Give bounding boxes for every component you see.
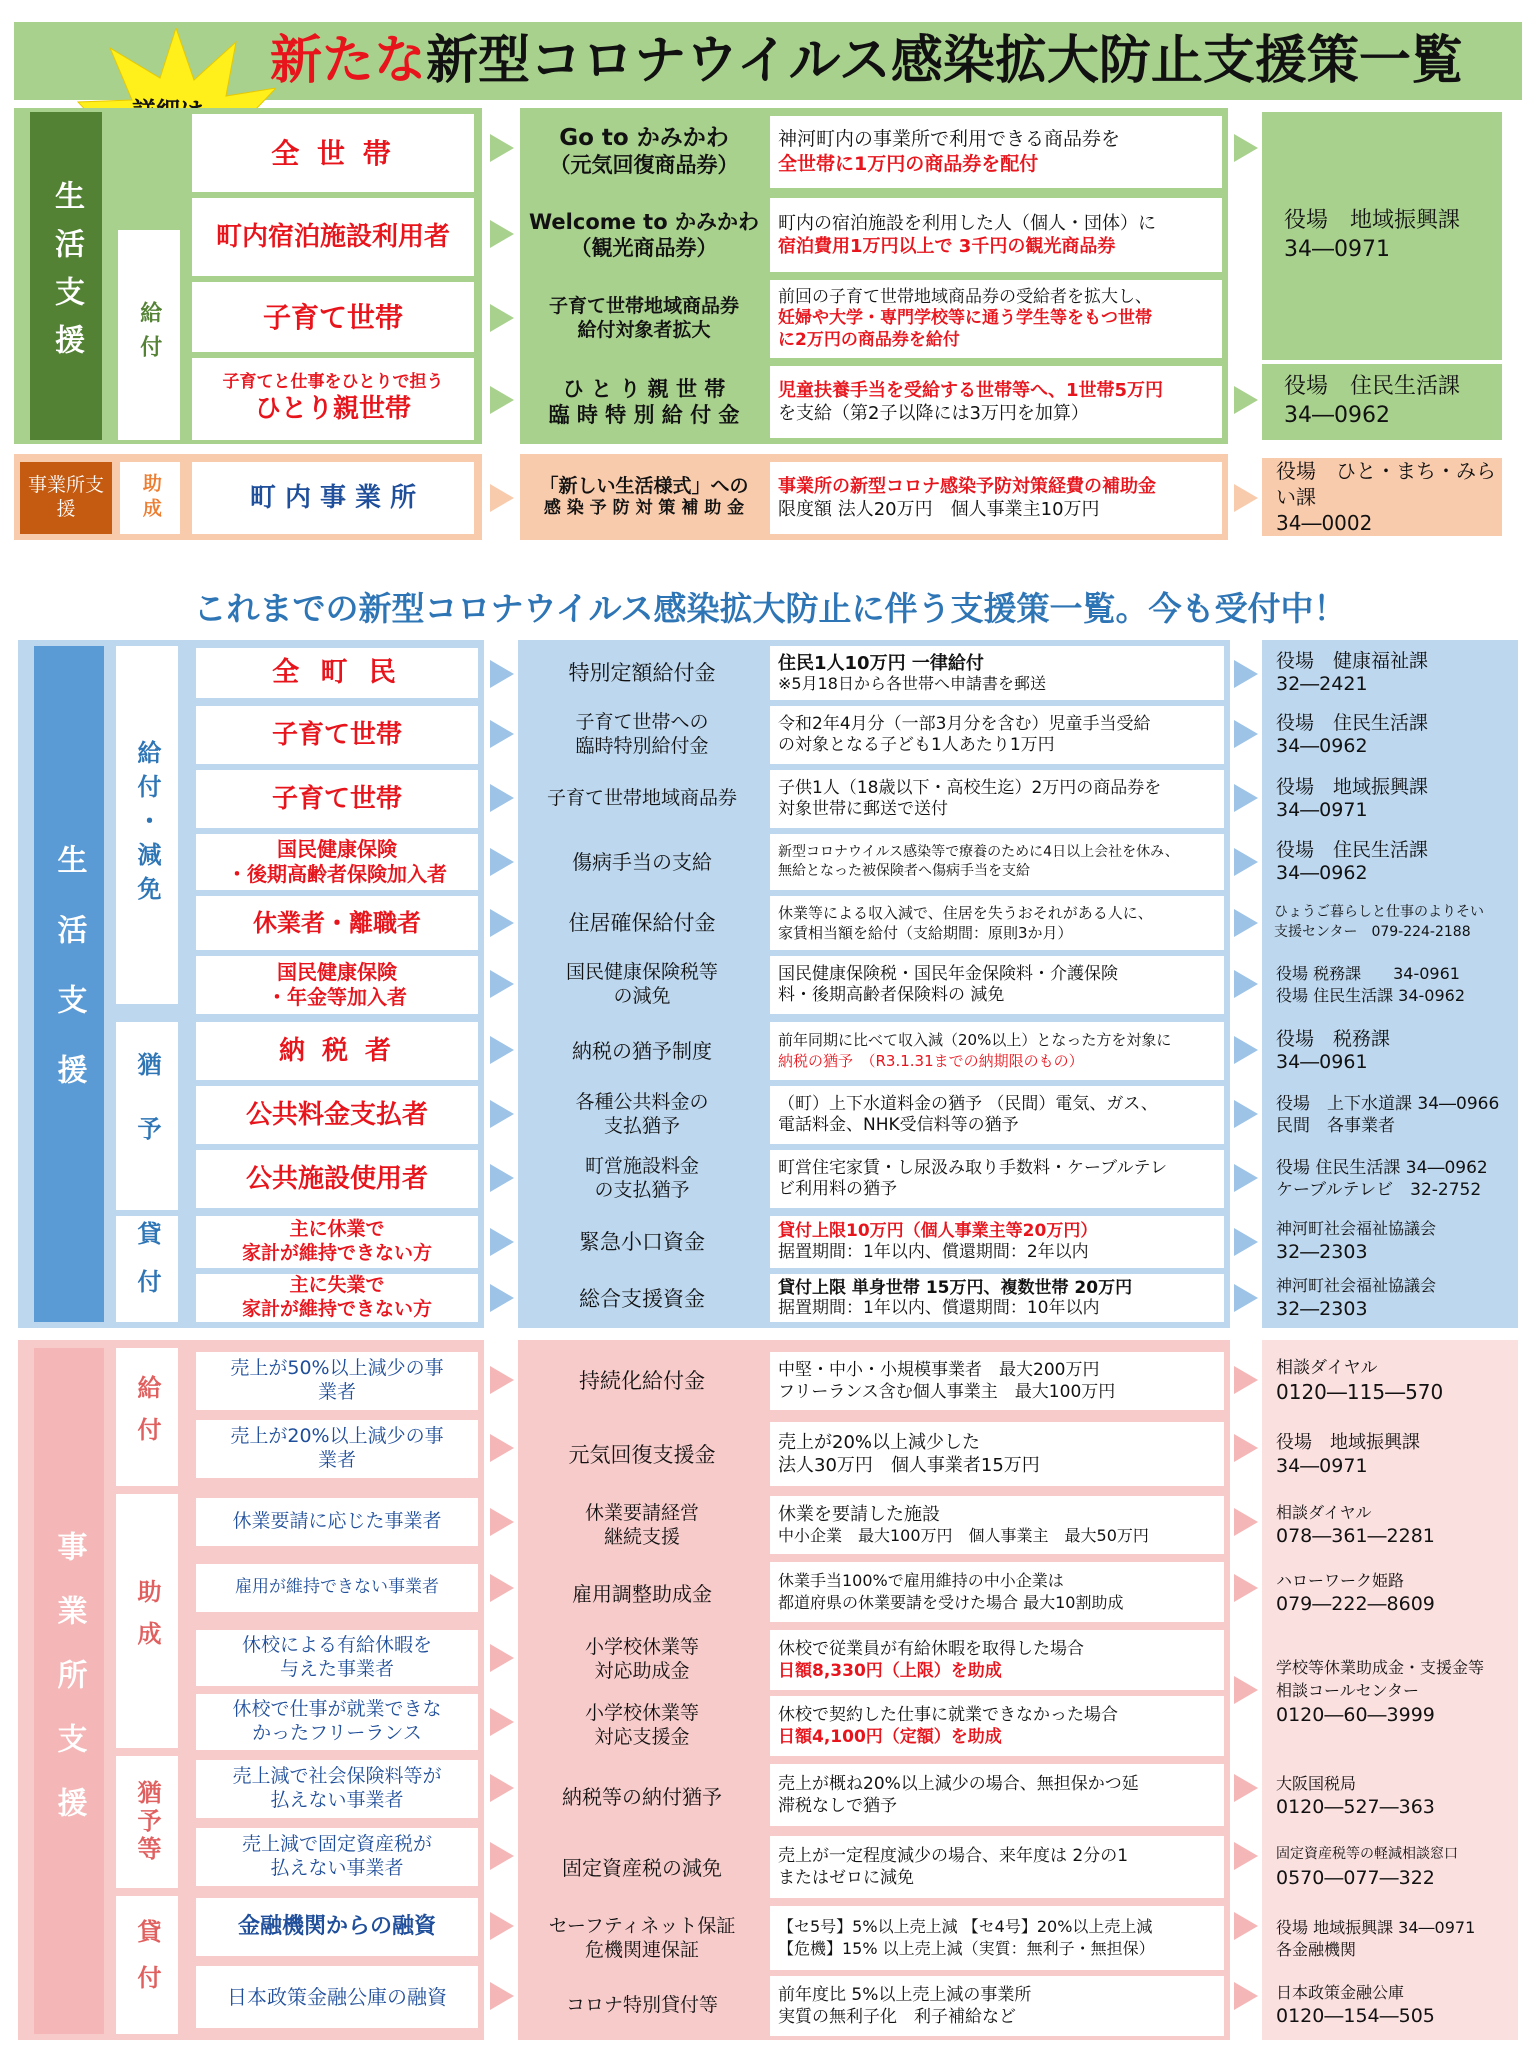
arrow-top-contact-1 — [1234, 134, 1258, 162]
arrow-life-contact-8 — [1234, 1100, 1258, 1128]
arrow-life-4 — [490, 848, 514, 876]
arrow-life-contact-2 — [1234, 720, 1258, 748]
arrow-life-7 — [490, 1036, 514, 1064]
biz-desc-4: 休業手当100%で雇用維持の中小企業は 都道府県の休業要請を受けた場合 最大10割助成 — [770, 1562, 1224, 1622]
life-measure-11: 総合支援資金 — [522, 1274, 762, 1324]
biz-contact-9: 役場 地域振興課 34―0971 各金融機関 — [1276, 1918, 1476, 1959]
top-target-4: 子育てと仕事をひとりで担う ひとり親世帯 — [192, 358, 474, 440]
life-measure-2: 子育て世帯への 臨時特別給付金 — [522, 706, 762, 764]
top-target-1: 全 世 帯 — [192, 114, 474, 192]
life-measure-9: 町営施設料金 の支払猶予 — [522, 1150, 762, 1208]
arrow-biz-contact-2 — [1234, 1434, 1258, 1462]
biz-cat-4: 貸付 — [116, 1896, 178, 2034]
life-desc-4: 新型コロナウイルス感染等で療養のために4日以上会社を休み、 無給となった被保険者へ傷病手当を支給 — [770, 834, 1224, 890]
life-measure-6: 国民健康保険税等 の減免 — [522, 956, 762, 1014]
biz-measure-9: セーフティネット保証 危機関連保証 — [522, 1906, 762, 1972]
arrow-life-contact-4 — [1234, 848, 1258, 876]
life-target-5: 休業者・離職者 — [196, 896, 478, 950]
life-measure-7: 納税の猶予制度 — [522, 1022, 762, 1080]
biz-desc-2: 売上が20%以上減少した 法人30万円 個人事業者15万円 — [770, 1422, 1224, 1486]
biz-measure-3: 休業要請経営 継続支援 — [522, 1496, 762, 1556]
life-measure-8: 各種公共料金の 支払猶予 — [522, 1086, 762, 1144]
life-target-7: 納 税 者 — [196, 1022, 478, 1080]
top-contact-3: 役場 ひと・まち・みらい課 34―0002 — [1262, 458, 1502, 536]
arrow-life-6 — [490, 970, 514, 998]
biz-measure-7: 納税等の納付猶予 — [522, 1764, 762, 1830]
life-desc-8: （町）上下水道料金の猶予 （民間）電気、ガス、 電話料金、NHK受信料等の猶予 — [770, 1086, 1224, 1144]
life-cat-3: 貸付 — [116, 1216, 178, 1322]
life-desc-10: 貸付上限10万円（個人事業主等20万円） 据置期間：1年以内、償還期間：2年以内 — [770, 1216, 1224, 1268]
arrow-life-1 — [490, 660, 514, 688]
top-measure-3: 子育て世帯地域商品券 給付対象者拡大 — [524, 280, 764, 358]
biz-measure-6: 小学校休業等 対応支援金 — [522, 1696, 762, 1756]
arrow-biz-6 — [490, 1708, 514, 1736]
life-desc-9: 町営住宅家賃・し尿汲み取り手数料・ケーブルテレ ビ利用料の猶予 — [770, 1150, 1224, 1208]
biz-measure-5: 小学校休業等 対応助成金 — [522, 1630, 762, 1690]
arrow-biz-contact-5 — [1234, 1676, 1258, 1704]
top-desc-3: 前回の子育て世帯地域商品券の受給者を拡大し、 妊婦や大学・専門学校等に通う学生等をもつ世帯 に2万円の商品券を給付 — [770, 280, 1222, 358]
top-life-label: 生活支援 — [49, 180, 84, 372]
biz-target-5: 休校による有給休暇を 与えた事業者 — [196, 1630, 478, 1686]
biz-contact-10: 日本政策金融公庫 0120―154―505 — [1276, 1983, 1435, 2027]
biz-measure-2: 元気回復支援金 — [522, 1420, 762, 1490]
arrow-biz-contact-9 — [1234, 1912, 1258, 1940]
section2-heading: これまでの新型コロナウイルス感染拡大防止に伴う支援策一覧。今も受付中！ — [193, 589, 1347, 628]
arrow-top-2 — [490, 220, 514, 248]
arrow-life-11 — [490, 1284, 514, 1312]
arrow-life-contact-6 — [1234, 970, 1258, 998]
arrow-life-contact-5 — [1234, 909, 1258, 937]
biz-target-10: 日本政策金融公庫の融資 — [196, 1966, 478, 2028]
arrow-top-contact-2 — [1234, 386, 1258, 414]
top-target-3: 子育て世帯 — [192, 282, 474, 352]
life-target-10: 主に休業で 家計が維持できない方 — [196, 1216, 478, 1268]
life-contact-11: 神河町社会福祉協議会 32―2303 — [1276, 1276, 1437, 1321]
life-contact-4: 役場 住民生活課 34―0962 — [1276, 839, 1429, 884]
biz-measure-1: 持続化給付金 — [522, 1352, 762, 1410]
biz-desc-6: 休校で契約した仕事に就業できなかった場合 日額4,100円（定額）を助成 — [770, 1696, 1224, 1756]
biz-target-1: 売上が50%以上減少の事 業者 — [196, 1352, 478, 1410]
life-measure-10: 緊急小口資金 — [522, 1214, 762, 1270]
arrow-life-9 — [490, 1164, 514, 1192]
biz-target-7: 売上減で社会保険料等が 払えない事業者 — [196, 1760, 478, 1818]
biz-desc-8: 売上が一定程度減少の場合、来年度は 2分の1 またはゼロに減免 — [770, 1836, 1224, 1898]
biz-desc-9: 【セ5号】5%以上売上減 【セ4号】20%以上売上減 【危機】15% 以上売上減（実質：無利子・無担保） — [770, 1906, 1224, 1970]
arrow-life-10 — [490, 1228, 514, 1256]
arrow-biz-contact-3 — [1234, 1508, 1258, 1536]
life-desc-7: 前年同期に比べて収入減（20%以上）となった方を対象に 納税の猶予 （R3.1.31までの納期限のもの） — [770, 1022, 1224, 1080]
arrow-biz-4 — [490, 1574, 514, 1602]
top-contact-2: 役場 住民生活課 34―0962 — [1262, 364, 1502, 440]
life-contact-10: 神河町社会福祉協議会 32―2303 — [1276, 1219, 1437, 1264]
top-measure-1: Go to かみかわ （元気回復商品券） — [524, 112, 764, 190]
life-contact-7: 役場 税務課 34―0961 — [1276, 1028, 1391, 1073]
life-contact-3: 役場 地域振興課 34―0971 — [1276, 776, 1429, 821]
top-josei-label: 助成 — [120, 462, 180, 534]
top-desc-5: 事業所の新型コロナ感染予防対策経費の補助金 限度額 法人20万円 個人事業主10万円 — [770, 462, 1222, 534]
life-contact-1: 役場 健康福祉課 32―2421 — [1276, 650, 1429, 695]
arrow-biz-5 — [490, 1644, 514, 1672]
life-cat-1: 給付・減免 — [116, 646, 178, 1004]
life-contact-9: 役場 住民生活課 34―0962 ケーブルテレビ 32-2752 — [1276, 1157, 1488, 1200]
top-target-5: 町 内 事 業 所 — [192, 462, 474, 534]
arrow-biz-7 — [490, 1774, 514, 1802]
arrow-life-2 — [490, 720, 514, 748]
life-target-11: 主に失業で 家計が維持できない方 — [196, 1274, 478, 1322]
arrow-top-5 — [490, 484, 514, 512]
life-measure-4: 傷病手当の支給 — [522, 834, 762, 890]
page-title — [270, 28, 1520, 94]
top-biz-label: 事業所支援 — [20, 462, 112, 534]
top-contact-1: 役場 地域振興課 34―0971 — [1262, 112, 1502, 360]
top-measure-2: Welcome to かみかわ （観光商品券） — [524, 194, 764, 276]
biz-target-3: 休業要請に応じた事業者 — [196, 1498, 478, 1546]
biz-measure-8: 固定資産税の減免 — [522, 1836, 762, 1900]
arrow-biz-1 — [490, 1366, 514, 1394]
biz-contact-7: 大阪国税局 0120―527―363 — [1276, 1774, 1435, 1818]
life-desc-11: 貸付上限 単身世帯 15万円、複数世帯 20万円 据置期間：1年以内、償還期間：10年以内 — [770, 1274, 1224, 1322]
biz-label: 事業所支援 — [51, 1531, 87, 1851]
biz-target-6: 休校で仕事が就業できな かったフリーランス — [196, 1694, 478, 1750]
arrow-biz-contact-7 — [1234, 1774, 1258, 1802]
top-desc-1: 神河町内の事業所で利用できる商品券を 全世帯に1万円の商品券を配付 — [770, 116, 1222, 188]
arrow-life-contact-7 — [1234, 1036, 1258, 1064]
biz-contact-2: 役場 地域振興課 34―0971 — [1276, 1431, 1420, 1478]
life-measure-5: 住居確保給付金 — [522, 896, 762, 950]
life-label: 生活支援 — [51, 844, 87, 1124]
arrow-biz-contact-4 — [1234, 1574, 1258, 1602]
top-measure-5: 「新しい生活様式」への 感 染 予 防 対 策 補 助 金 — [524, 458, 764, 536]
biz-measure-10: コロナ特別貸付等 — [522, 1976, 762, 2036]
arrow-life-contact-9 — [1234, 1164, 1258, 1192]
arrow-biz-10 — [490, 1982, 514, 2010]
life-target-3: 子育て世帯 — [196, 770, 478, 828]
biz-desc-3: 休業を要請した施設 中小企業 最大100万円 個人事業主 最大50万円 — [770, 1496, 1224, 1554]
title-new: 新たな — [270, 31, 427, 91]
top-desc-4: 児童扶養手当を受給する世帯等へ、1世帯5万円 を支給（第2子以降には3万円を加算） — [770, 366, 1222, 438]
life-desc-5: 休業等による収入減で、住居を失うおそれがある人に、 家賃相当額を給付（支給期間：原則3か月） — [770, 896, 1224, 950]
life-contact-2: 役場 住民生活課 34―0962 — [1276, 712, 1429, 757]
arrow-life-8 — [490, 1100, 514, 1128]
biz-target-2: 売上が20%以上減少の事 業者 — [196, 1420, 478, 1478]
arrow-top-contact-3 — [1234, 484, 1258, 512]
biz-contact-1: 相談ダイヤル 0120―115―570 — [1276, 1357, 1444, 1405]
life-target-4: 国民健康保険 ・後期高齢者保険加入者 — [196, 834, 478, 890]
biz-contact-3: 相談ダイヤル 078―361―2281 — [1276, 1503, 1435, 1548]
top-kyufu-cell: 給付 — [118, 230, 180, 440]
biz-desc-5: 休校で従業員が有給休暇を取得した場合 日額8,330円（上限）を助成 — [770, 1630, 1224, 1690]
life-desc-2: 令和2年4月分（一部3月分を含む）児童手当受給 の対象となる子ども1人あたり1万円 — [770, 706, 1224, 764]
biz-contact-8: 固定資産税等の軽減相談窓口 0570―077―322 — [1276, 1845, 1458, 1889]
arrow-life-contact-11 — [1234, 1284, 1258, 1312]
life-desc-6: 国民健康保険税・国民年金保険料・介護保険 料・後期高齢者保険料の 減免 — [770, 956, 1224, 1014]
top-measure-4: ひ と り 親 世 帯 臨 時 特 別 給 付 金 — [524, 364, 764, 440]
life-target-8: 公共料金支払者 — [196, 1086, 478, 1144]
life-target-1: 全 町 民 — [196, 648, 478, 698]
biz-target-8: 売上減で固定資産税が 払えない事業者 — [196, 1828, 478, 1886]
biz-cat-2: 助成 — [116, 1494, 178, 1748]
arrow-life-5 — [490, 909, 514, 937]
biz-cat-1: 給付 — [116, 1348, 178, 1486]
biz-desc-10: 前年度比 5%以上売上減の事業所 実質の無利子化 利子補給など — [770, 1976, 1224, 2036]
life-desc-3: 子供1人（18歳以下・高校生迄）2万円の商品券を 対象世帯に郵送で送付 — [770, 770, 1224, 828]
biz-cat-3: 猶予等 — [116, 1756, 178, 1888]
life-measure-1: 特別定額給付金 — [522, 644, 762, 702]
arrow-biz-2 — [490, 1434, 514, 1462]
arrow-life-3 — [490, 784, 514, 812]
arrow-life-contact-10 — [1234, 1228, 1258, 1256]
arrow-biz-3 — [490, 1508, 514, 1536]
top-desc-2: 町内の宿泊施設を利用した人（個人・団体）に 宿泊費用1万円以上で 3千円の観光商品券 — [770, 198, 1222, 272]
biz-target-9: 金融機関からの融資 — [196, 1898, 478, 1956]
biz-contact-shared: 学校等休業助成金・支援金等 相談コールセンター 0120―60―3999 — [1276, 1658, 1485, 1727]
life-cat-2: 猶予 — [116, 1022, 178, 1210]
arrow-top-3 — [490, 304, 514, 332]
life-target-9: 公共施設使用者 — [196, 1150, 478, 1208]
arrow-biz-contact-8 — [1234, 1842, 1258, 1870]
biz-measure-4: 雇用調整助成金 — [522, 1562, 762, 1626]
title-main: 新型コロナウイルス感染拡大防止支援策一覧 — [426, 31, 1463, 91]
arrow-biz-contact-10 — [1234, 1982, 1258, 2010]
arrow-life-contact-3 — [1234, 784, 1258, 812]
life-target-2: 子育て世帯 — [196, 706, 478, 764]
arrow-top-1 — [490, 134, 514, 162]
biz-contact-4: ハローワーク姫路 079―222―8609 — [1276, 1571, 1435, 1616]
arrow-life-contact-1 — [1234, 660, 1258, 688]
biz-desc-7: 売上が概ね20%以上減少の場合、無担保かつ延 滞税なしで猶予 — [770, 1764, 1224, 1826]
life-contact-8: 役場 上下水道課 34―0966 民間 各事業者 — [1276, 1093, 1500, 1136]
arrow-biz-8 — [490, 1842, 514, 1870]
biz-target-4: 雇用が維持できない事業者 — [196, 1564, 478, 1612]
arrow-top-4 — [490, 386, 514, 414]
life-measure-3: 子育て世帯地域商品券 — [522, 770, 762, 828]
life-desc-1: 住民1人10万円 一律給付 ※5月18日から各世帯へ申請書を郵送 — [770, 646, 1224, 700]
arrow-biz-contact-1 — [1234, 1366, 1258, 1394]
arrow-biz-9 — [490, 1912, 514, 1940]
life-target-6: 国民健康保険 ・年金等加入者 — [196, 956, 478, 1014]
top-target-2: 町内宿泊施設利用者 — [192, 198, 474, 276]
life-contact-6: 役場 税務課 34-0961 役場 住民生活課 34-0962 — [1276, 964, 1466, 1005]
biz-desc-1: 中堅・中小・小規模事業者 最大200万円 フリーランス含む個人事業主 最大100万円 — [770, 1352, 1224, 1410]
life-contact-5: ひょうご暮らしと仕事のよりそい 支援センター 079-224-2188 — [1274, 904, 1484, 940]
